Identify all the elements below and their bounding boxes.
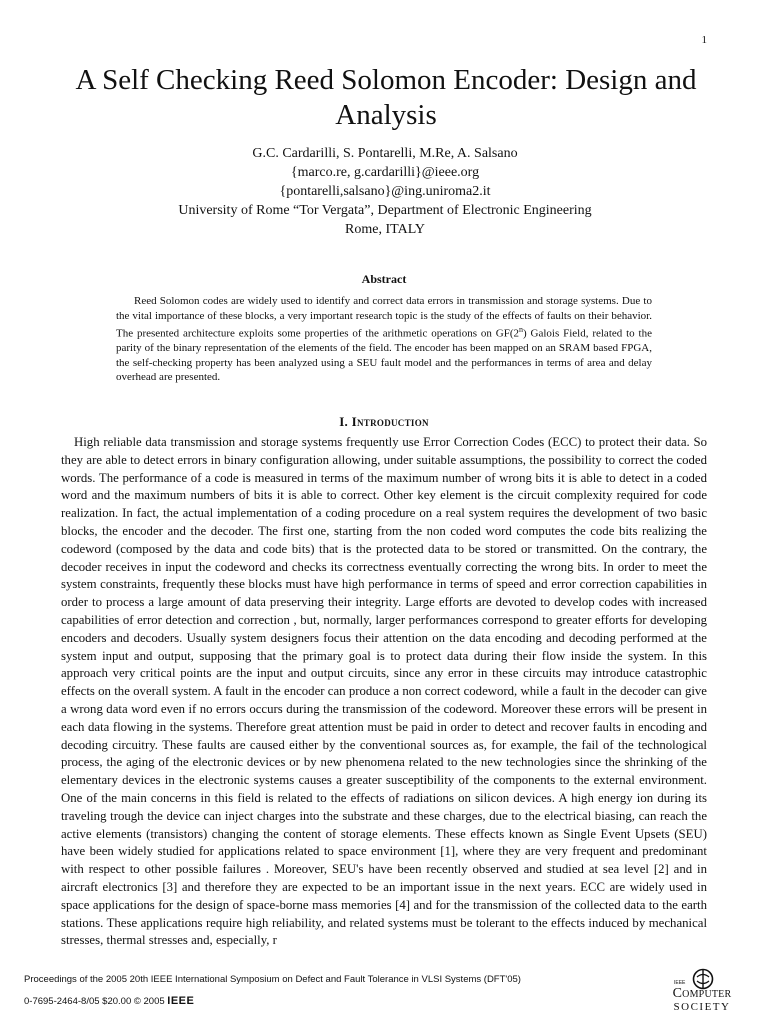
author-affiliation: University of Rome “Tor Vergata”, Department of Electronic Engineering [178, 203, 592, 218]
author-names: G.C. Cardarilli, S. Pontarelli, M.Re, A. Salsano [252, 146, 518, 161]
footer-proceedings: Proceedings of the 2005 20th IEEE International Symposium on Defect and Fault Tolerance in VLSI Systems (DFT'05) [24, 974, 521, 985]
page-footer [0, 971, 768, 1024]
introduction-body: High reliable data transmission and storage systems frequently use Error Correction Codes (ECC) to protect their data. So they are able to detect errors in binary configuration allowing, under suitable assumptions, the possibility to correct the coded words. The performance of a code is measured in terms of the maximum number of wrong bits it is able to detect in a coded word and the maximum numbers of bits it is able to correct. Other key element is the circuit complexity required for code realization. In fact, the actual implementation of a coding procedure on a real system requires the development of two basic blocks, the encoder and the decoder. The first one, starting from the non coded word computes the code bits realizing the codeword (composed by the data and code bits) that is the protected data to be stored or transmitted. On the contrary, the decoder receives in input the codeword and checks its correctness eventually correcting the wrong bits. In order to meet the system constraints, frequently these blocks must have high performance in terms of speed and error correction capabilities in order to process a large amount of data preserving their integrity. Large efforts are devoted to develop codes with increased capabilities of error detection and correction , but, normally, larger performances correspond to greater efforts for developing encoders and decoders. Usually system designers focus their attention on the data encoding and decoding performed at the system input and output, supposing that the primary goal is to protect data during their flow inside the system. In this approach very critical points are the input and output circuits, since any error in these circuits may introduce catastrophic effects on the overall system. A fault in the encoder can produce a non correct codeword, while a fault in the decoder can give a wrong data word even if no errors occurs during the transmission of the codeword. Moreover these errors will be present in each data flowing in the systems. Therefore great attention must be paid in order to detect and recover faults in encoding and decoding circuitry. These faults are caused either by the conventional sources as, for example, the fail of the technological process, the aging of the electronic devices or by new phenomena related to the new technologies since the shrinking of the elementary devices in the electronic systems causes a greater susceptibility of the components to the external environment. One of the main concerns in this field is related to the effects of radiations on silicon devices. A high energy ion during its traveling trough the device can inject charges into the substrate and these charges, due to the electrical biasing, can reach the active elements (transistors) changing the content of storage elements. These effects known as Single Event Upsets (SEU) have been widely studied for applications related to space environment [1], where they are very frequent and predominant with respect to other possible failures . Moreover, SEU's have been recently observed and studied at sea level [2] and in aircraft electronics [3] and therefore they are expected to be an important issue in the next years. ECC are widely used in space applications for the design of space-borne mass memories [4] and for the transmission of the collected data to the earth stations. These applications require high reliability, and related systems must be tolerant to the effects induced by mechanical stresses, thermal stresses and, especially, r [61, 435, 707, 948]
footer-isbn [24, 995, 194, 1008]
logo-word-computer: Computer [672, 986, 732, 1001]
abstract-superscript: n [518, 325, 523, 334]
author-email-2: {pontarelli,salsano}@ing.uniroma2.it [279, 184, 491, 199]
computer-society-logo [662, 968, 742, 1018]
page-number: 1 [701, 34, 707, 46]
author-block [120, 144, 650, 239]
abstract-text-part-2: ) Galois Field, related to the parity of the binary representation of the elements of the field. The encoder has been mapped on an SRAM based FPGA, the self-checking property has been analyzed using a SEU fault model and the performances in terms of area and delay overhead are presented. [116, 327, 652, 384]
logo-word-society: SOCIETY [673, 1001, 731, 1013]
author-location: Rome, ITALY [345, 222, 425, 237]
abstract-text-part-1: Reed Solomon codes are widely used to identify and correct data errors in transmission and storage systems. Due to the vital importance of these blocks, a very important research topic is the study of the effects of faults on their behavior. The presented architecture exploits some properties of the arithmetic operations on GF(2 [116, 295, 652, 340]
abstract-text [116, 294, 652, 385]
footer-isbn-price: 0-7695-2464-8/05 $20.00 © 2005 [24, 996, 165, 1007]
author-email-1: {marco.re, g.cardarilli}@ieee.org [290, 165, 480, 180]
abstract-heading: Abstract [361, 272, 407, 286]
section-heading-introduction: I. Introduction [339, 414, 429, 429]
footer-publisher: IEEE [167, 995, 195, 1007]
paper-title: A Self Checking Reed Solomon Encoder: Design and Analysis [75, 64, 697, 131]
logo-ieee-mark: IEEE [674, 980, 686, 986]
